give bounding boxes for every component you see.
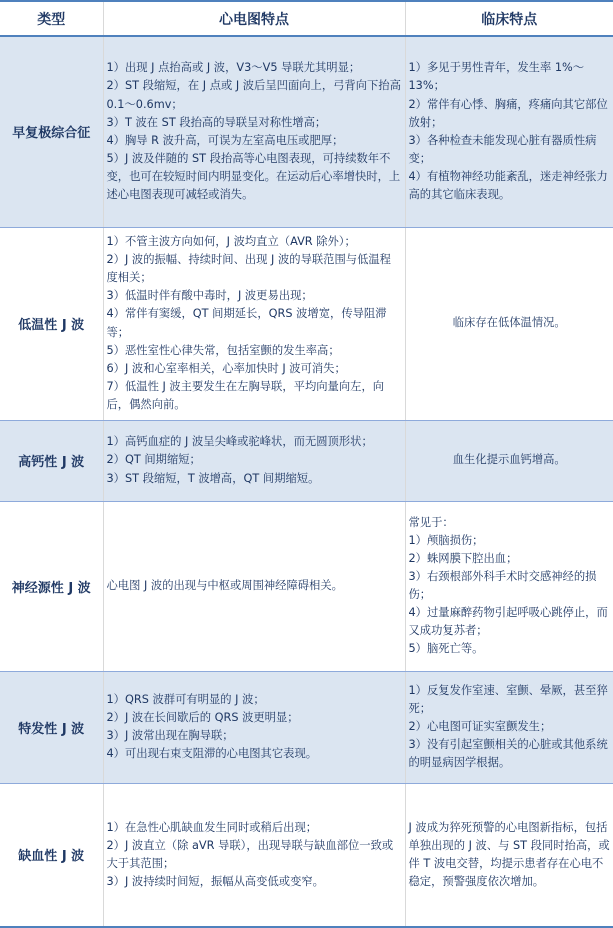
ecg-feature-item: 1）出现 J 点抬高或 J 波，V3～V5 导联尤其明显； bbox=[106, 61, 361, 75]
clinical-features-cell bbox=[405, 227, 613, 420]
clinical-features-cell bbox=[405, 36, 613, 227]
clinical-feature-item: 2）常伴有心悸、胸痛，疼痛向其它部位放射； bbox=[408, 97, 608, 129]
type-cell: 低温性 J 波 bbox=[0, 227, 103, 420]
ecg-feature-item: 4）胸导 R 波升高，可误为左室高电压或肥厚； bbox=[106, 133, 344, 147]
ecg-feature-item: 3）J 波持续时间短，振幅从高变低或变窄。 bbox=[106, 874, 324, 888]
ecg-feature-item: 2）J 波在长间歇后的 QRS 波更明显； bbox=[106, 710, 299, 724]
header-type: 类型 bbox=[0, 1, 103, 36]
ecg-feature-item: 4）常伴有窦缓，QT 间期延长，QRS 波增宽，传导阻滞等； bbox=[106, 307, 387, 339]
type-cell: 缺血性 J 波 bbox=[0, 783, 103, 927]
clinical-feature-item: 4）过量麻醉药物引起呼吸心跳停止，而又成功复苏者； bbox=[408, 606, 608, 638]
ecg-feature-item: 2）J 波直立（除 aVR 导联），出现导联与缺血部位一致或大于其范围； bbox=[106, 838, 394, 870]
ecg-feature-item: 7）低温性 J 波主要发生在左胸导联，平均向量向左，向后，偶然向前。 bbox=[106, 379, 385, 411]
ecg-features-cell bbox=[103, 420, 405, 501]
header-ecg-features: 心电图特点 bbox=[103, 1, 405, 36]
ecg-features-cell bbox=[103, 227, 405, 420]
ecg-feature-item: 1）高钙血症的 J 波呈尖峰或驼峰状，而无圆顶形状； bbox=[106, 435, 373, 449]
ecg-features-cell bbox=[103, 783, 405, 927]
ecg-feature-item: 2）QT 间期缩短； bbox=[106, 453, 201, 467]
ecg-feature-item: 1）在急性心肌缺血发生同时或稍后出现； bbox=[106, 820, 318, 834]
ecg-feature-item: 6）J 波和心室率相关，心率加快时 J 波可消失； bbox=[106, 361, 346, 375]
header-row bbox=[0, 1, 613, 36]
ecg-features-cell bbox=[103, 501, 405, 671]
clinical-feature-item: 1）颅脑损伤； bbox=[408, 533, 484, 547]
ecg-feature-item: 2）ST 段缩短，在 J 点或 J 波后呈凹面向上，弓背向下抬高 0.1～0.6mv； bbox=[106, 79, 401, 111]
table-row bbox=[0, 420, 613, 501]
clinical-feature-item: 常见于： bbox=[408, 515, 454, 529]
clinical-feature-item: 2）蛛网膜下腔出血； bbox=[408, 551, 518, 565]
ecg-feature-item: 5）恶性室性心律失常，包括室颤的发生率高； bbox=[106, 343, 340, 357]
ecg-features-cell bbox=[103, 36, 405, 227]
table-row bbox=[0, 671, 613, 783]
ecg-feature-item: 1）不管主波方向如何，J 波均直立（AVR 除外）； bbox=[106, 235, 356, 249]
ecg-feature-item: 5）J 波及伴随的 ST 段抬高等心电图表现，可持续数年不变，也可在较短时间内明显变化。在运动后心率增快时，上述心电图表现可减轻或消失。 bbox=[106, 151, 401, 202]
table-row bbox=[0, 36, 613, 227]
ecg-feature-item: 心电图 J 波的出现与中枢或周围神经障碍相关。 bbox=[106, 578, 343, 592]
type-cell: 高钙性 J 波 bbox=[0, 420, 103, 501]
clinical-feature-item: 2）心电图可证实室颤发生； bbox=[408, 719, 552, 733]
clinical-feature-item: J 波成为猝死预警的心电图新指标，包括单独出现的 J 波、与 ST 段同时抬高，或伴 T 波电交替，均提示患者存在心电不稳定，预警强度依次增加。 bbox=[408, 820, 610, 888]
table-row bbox=[0, 227, 613, 420]
clinical-feature-item: 4）有植物神经功能紊乱，迷走神经张力高的其它临床表现。 bbox=[408, 169, 608, 202]
ecg-features-cell bbox=[103, 671, 405, 783]
clinical-features-cell bbox=[405, 501, 613, 671]
table-row bbox=[0, 783, 613, 927]
clinical-feature-item: 临床存在低体温情况。 bbox=[452, 316, 566, 330]
type-cell: 特发性 J 波 bbox=[0, 671, 103, 783]
header-clinical-features: 临床特点 bbox=[405, 1, 613, 36]
table-body bbox=[0, 36, 613, 927]
ecg-feature-item: 4）可出现右束支阻滞的心电图其它表现。 bbox=[106, 747, 318, 761]
clinical-feature-item: 3）各种检查未能发现心脏有器质性病变； bbox=[408, 133, 597, 165]
ecg-feature-item: 3）ST 段缩短，T 波增高，QT 间期缩短。 bbox=[106, 471, 320, 485]
type-cell: 早复极综合征 bbox=[0, 36, 103, 227]
ecg-feature-item: 3）低温时伴有酸中毒时，J 波更易出现； bbox=[106, 289, 313, 303]
clinical-feature-item: 3）右颈根部外科手术时交感神经的损伤； bbox=[408, 569, 597, 601]
clinical-features-cell bbox=[405, 420, 613, 501]
clinical-features-cell bbox=[405, 783, 613, 927]
clinical-feature-item: 1）多见于男性青年，发生率 1%～13%； bbox=[408, 61, 585, 93]
type-cell: 神经源性 J 波 bbox=[0, 501, 103, 671]
ecg-feature-item: 3）T 波在 ST 段抬高的导联呈对称性增高； bbox=[106, 115, 327, 129]
clinical-feature-item: 1）反复发作室速、室颤、晕厥，甚至猝死； bbox=[408, 683, 608, 715]
ecg-feature-item: 2）J 波的振幅、持续时间、出现 J 波的导联范围与低温程度相关； bbox=[106, 253, 391, 285]
clinical-feature-item: 5）脑死亡等。 bbox=[408, 642, 484, 656]
ecg-feature-item: 1）QRS 波群可有明显的 J 波； bbox=[106, 692, 265, 706]
table-row bbox=[0, 501, 613, 671]
clinical-feature-item: 血生化提示血钙增高。 bbox=[452, 453, 566, 467]
clinical-feature-item: 3）没有引起室颤相关的心脏或其他系统的明显病因学根据。 bbox=[408, 738, 608, 770]
clinical-features-cell bbox=[405, 671, 613, 783]
ecg-feature-item: 3）J 波常出现在胸导联； bbox=[106, 729, 234, 742]
